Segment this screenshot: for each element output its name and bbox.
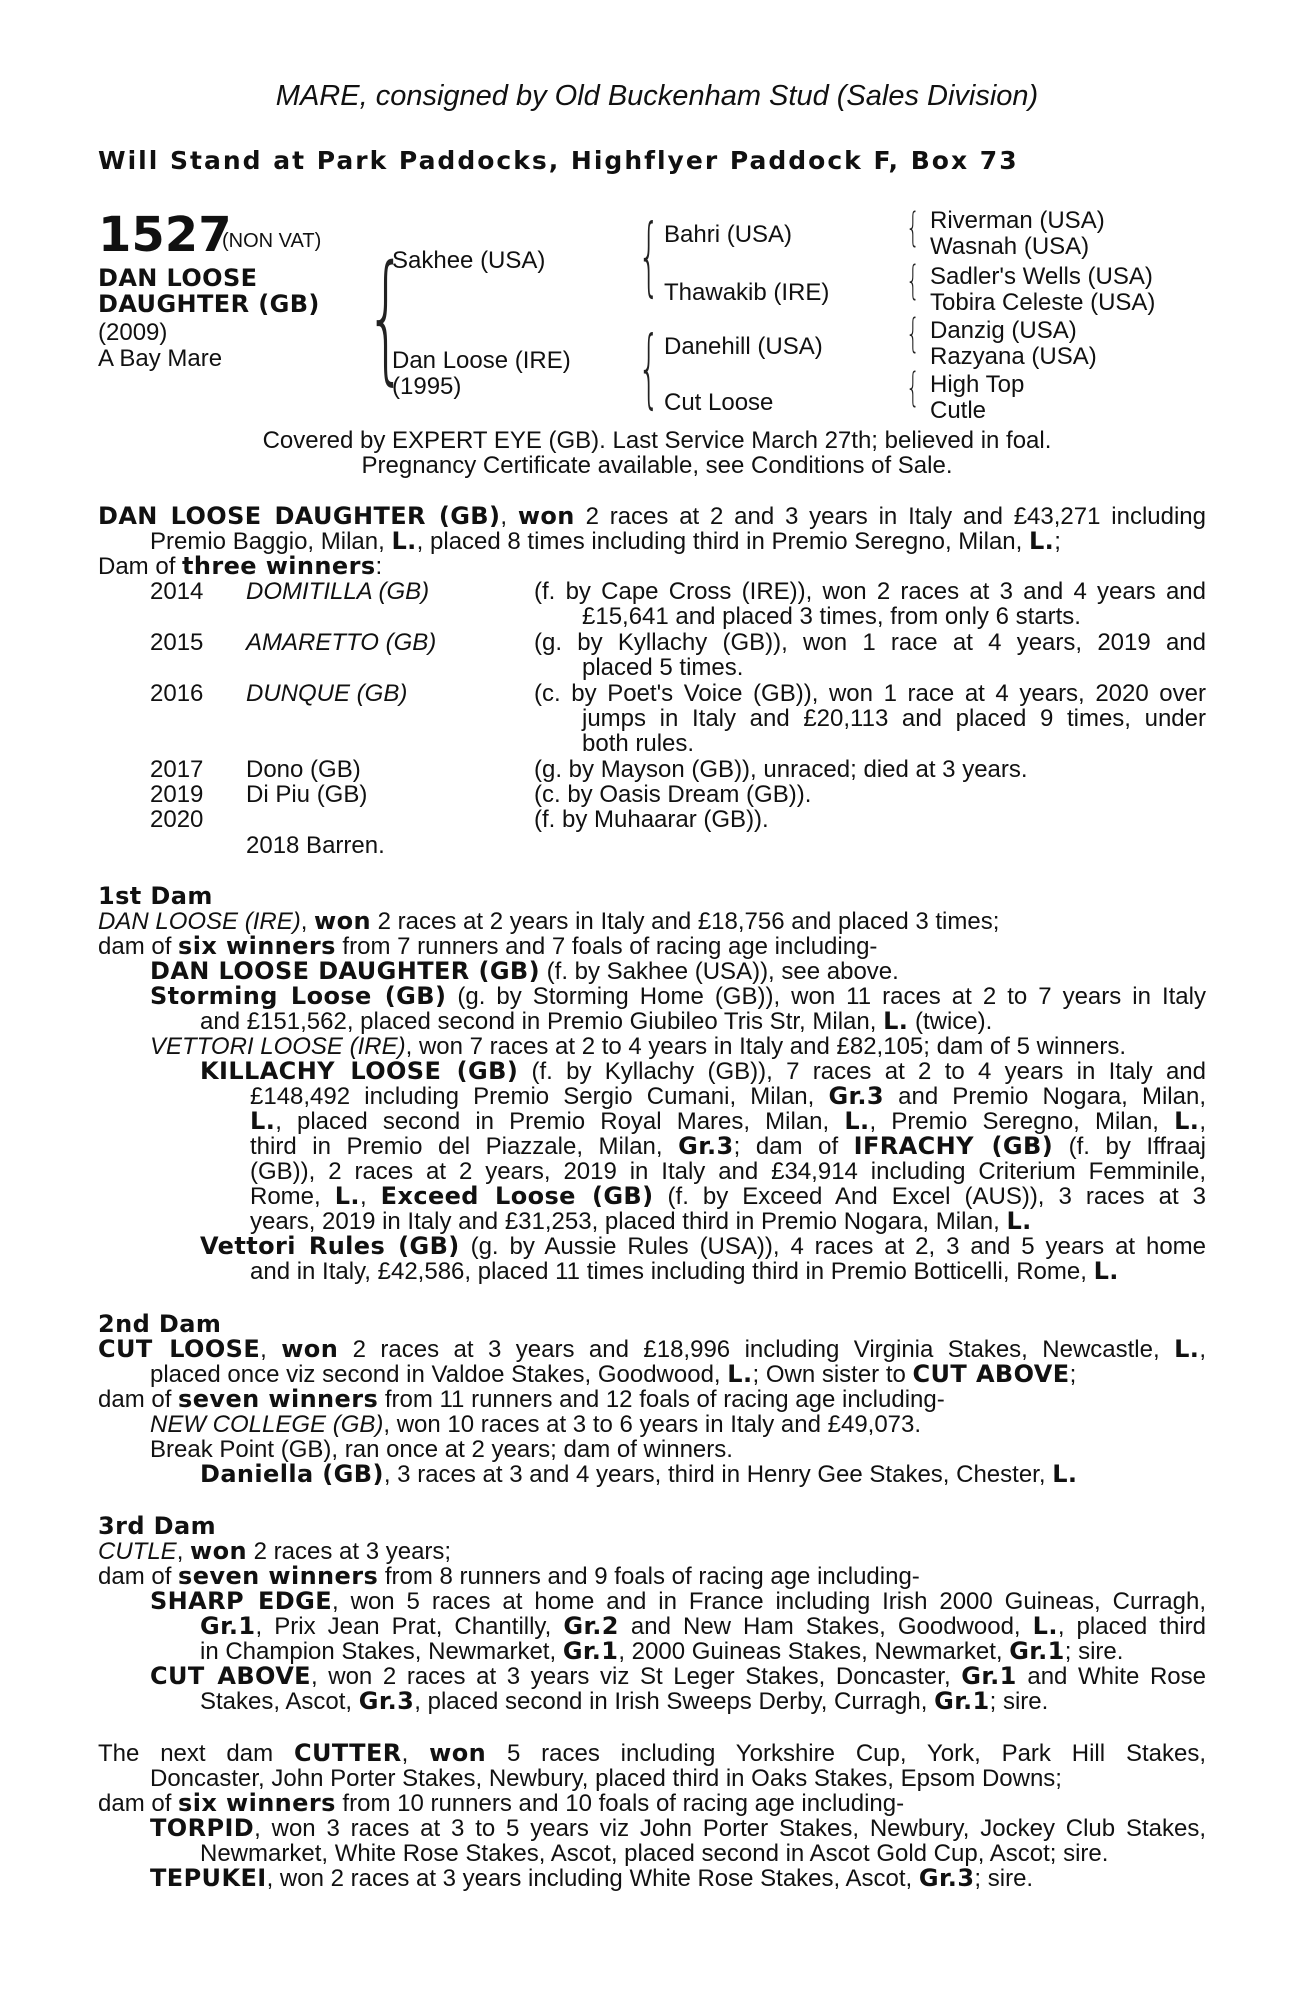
dam1-line — [250, 1209, 1032, 1234]
listed-tag: L. — [1093, 1257, 1119, 1285]
dam3-line — [200, 1689, 1048, 1714]
produce-year: 2015 — [150, 629, 204, 656]
horse-name: NEW COLLEGE (GB) — [150, 1411, 384, 1438]
lot-description: A Bay Mare — [98, 345, 223, 372]
dam1-line — [200, 1059, 1206, 1084]
seg: , placed third — [1057, 1613, 1206, 1640]
dam1-line — [150, 959, 899, 984]
group-tag: Gr.3 — [828, 1082, 884, 1110]
seg: , — [300, 908, 315, 935]
won-label: won — [190, 1537, 247, 1565]
lot-name-line1: DAN LOOSE — [98, 264, 258, 292]
winners-count: six winners — [178, 932, 336, 960]
pedigree-sdd: Tobira Celeste (USA) — [930, 289, 1156, 316]
covered-line-2: Pregnancy Certificate available, see Conditions of Sale. — [361, 452, 953, 479]
seg: , Premio Seregno, Milan, — [869, 1108, 1175, 1135]
horse-name: CUTLE — [98, 1538, 177, 1565]
seg: (f. by Kyllachy (GB)), 7 races at 2 to 4 years in Italy and — [518, 1058, 1206, 1085]
horse-name: CUT ABOVE — [912, 1360, 1070, 1388]
nextdam-line — [150, 1816, 1206, 1841]
produce-detail: placed 5 times. — [582, 654, 744, 681]
group-tag: Gr.2 — [563, 1612, 619, 1640]
section-heading: 1st Dam — [98, 882, 213, 910]
produce-year: 2020 — [150, 806, 204, 833]
pedigree-sds: Sadler's Wells (USA) — [930, 263, 1153, 290]
seg: The next dam — [98, 1740, 294, 1767]
horse-name: SHARP EDGE — [150, 1587, 333, 1615]
horse-name: VETTORI LOOSE (IRE) — [150, 1033, 406, 1060]
seg: , — [176, 1538, 191, 1565]
seg: , — [1199, 1336, 1206, 1363]
dam1-line — [200, 1234, 1206, 1259]
pedigree-brace-1: { — [366, 236, 407, 399]
seg: , placed 8 times including third in Premio Seregno, Milan, — [416, 528, 1029, 555]
page-title: MARE, consigned by Old Buckenham Stud (Sales Division) — [275, 80, 1039, 112]
seg: Rome, — [250, 1183, 335, 1210]
seg: and £151,562, placed second in Premio Giubileo Tris Str, Milan, — [200, 1008, 884, 1035]
group-tag: Gr.1 — [200, 1612, 256, 1640]
produce-name: Di Piu (GB) — [246, 781, 368, 808]
seg: , won 5 races at home and in France including Irish 2000 Guineas, Curragh, — [332, 1588, 1207, 1615]
horse-name: TEPUKEI — [150, 1864, 267, 1892]
seg: ; sire. — [974, 1865, 1034, 1892]
horse-name: DAN LOOSE DAUGHTER (GB) — [150, 957, 540, 985]
pedigree-dam-sire: Danehill (USA) — [664, 333, 823, 360]
seg: (g. by Aussie Rules (USA)), 4 races at 2, 3 and 5 years at home — [459, 1233, 1207, 1260]
seg: , won 10 races at 3 to 6 years in Italy and £49,073. — [383, 1411, 922, 1438]
pedigree-sss: Riverman (USA) — [930, 207, 1105, 234]
dam2-line — [98, 1387, 945, 1412]
dam1-line — [150, 984, 1206, 1009]
dam3-line — [150, 1589, 1206, 1614]
dam3-line — [98, 1539, 451, 1564]
seg: , won 3 races at 3 to 5 years viz John Porter Stakes, Newbury, Jockey Club Stakes, — [254, 1815, 1206, 1842]
produce-detail: both rules. — [582, 730, 695, 757]
seg: ; dam of — [733, 1133, 854, 1160]
listed-tag: L. — [844, 1107, 870, 1135]
dam3-line — [200, 1614, 1206, 1639]
seg: Stakes, Ascot, — [200, 1688, 359, 1715]
seg: 2 races at 3 years; — [246, 1538, 452, 1565]
seg: , 3 races at 3 and 4 years, third in Henry Gee Stakes, Chester, — [383, 1461, 1053, 1488]
listed-tag: L. — [1006, 1207, 1032, 1235]
seg: (f. by Iffraaj — [1053, 1133, 1207, 1160]
listed-tag: L. — [1174, 1335, 1200, 1363]
listed-tag: L. — [250, 1107, 276, 1135]
seg: £148,492 including Premio Sergio Cumani, Milan, — [250, 1083, 829, 1110]
listed-tag: L. — [334, 1182, 360, 1210]
seg: from 7 runners and 7 foals of racing age including- — [335, 933, 878, 960]
seg: , won 7 races at 2 to 4 years in Italy and £82,105; dam of 5 winners. — [405, 1033, 1127, 1060]
seg: , — [359, 1183, 381, 1210]
produce-year: 2017 — [150, 756, 204, 783]
dam1-line — [250, 1134, 1206, 1159]
seg: (GB)), 2 races at 2 years, 2019 in Italy and £34,914 including Criterium Femminile, — [250, 1158, 1206, 1185]
dam1-line — [98, 934, 877, 959]
winners-count: seven winners — [178, 1385, 379, 1413]
listed-tag: L. — [727, 1360, 753, 1388]
nextdam-line — [98, 1791, 904, 1816]
seg: dam of — [98, 1386, 179, 1413]
group-tag: Gr.3 — [678, 1132, 734, 1160]
listed-tag: L. — [1174, 1107, 1200, 1135]
seg: Premio Baggio, Milan, — [150, 528, 392, 555]
covered-line-1: Covered by EXPERT EYE (GB). Last Service March 27th; believed in foal. — [262, 427, 1052, 454]
seg: ; Own sister to — [752, 1361, 913, 1388]
horse-name: CUT ABOVE — [150, 1662, 311, 1690]
produce-detail: (c. by Poet's Voice (GB)), won 1 race at 4 years, 2020 over — [534, 680, 1206, 707]
pedigree-sire: Sakhee (USA) — [392, 247, 546, 274]
horse-name: Storming Loose (GB) — [150, 982, 447, 1010]
dam1-line — [250, 1259, 1119, 1284]
dam2-line — [150, 1412, 921, 1437]
horse-name: Daniella (GB) — [200, 1460, 384, 1488]
produce-detail: jumps in Italy and £20,113 and placed 9 times, under — [582, 705, 1206, 732]
winners-count: three winners — [182, 552, 376, 580]
section-heading: 2nd Dam — [98, 1310, 222, 1338]
listed-tag: L. — [883, 1007, 909, 1035]
section-heading: 3rd Dam — [98, 1512, 216, 1540]
seg: years, 2019 in Italy and £31,253, placed third in Premio Nogara, Milan, — [250, 1208, 1007, 1235]
location-line: Will Stand at Park Paddocks, Highflyer Paddock F, Box 73 — [98, 146, 1019, 175]
seg: and New Ham Stakes, Goodwood, — [618, 1613, 1033, 1640]
horse-name: Exceed Loose (GB) — [380, 1182, 654, 1210]
horse-name: KILLACHY LOOSE (GB) — [200, 1057, 519, 1085]
seg: : — [375, 553, 383, 580]
mare-name: DAN LOOSE DAUGHTER (GB) — [98, 502, 501, 530]
mare-dam-of — [98, 554, 382, 579]
horse-name: IFRACHY (GB) — [853, 1132, 1054, 1160]
produce-name: AMARETTO (GB) — [246, 629, 437, 656]
pedigree-sire-sire: Bahri (USA) — [664, 221, 793, 248]
seg: , placed second in Irish Sweeps Derby, Curragh, — [414, 1688, 935, 1715]
produce-detail: (f. by Cape Cross (IRE)), won 2 races at 3 and 4 years and — [534, 578, 1206, 605]
seg: Dam of — [98, 553, 183, 580]
produce-year: 2014 — [150, 578, 204, 605]
seg: ; sire. — [989, 1688, 1049, 1715]
pedigree-ssd: Wasnah (USA) — [930, 233, 1090, 260]
pedigree-dam: Dan Loose (IRE) — [392, 347, 571, 374]
dam1-line — [250, 1084, 1206, 1109]
group-tag: Gr.3 — [918, 1864, 975, 1892]
pedigree-brace-3b: { — [906, 258, 920, 304]
seg: in Champion Stakes, Newmarket, — [200, 1638, 563, 1665]
seg: from 8 runners and 9 foals of racing age including- — [378, 1563, 920, 1590]
pedigree-sire-dam: Thawakib (IRE) — [664, 279, 830, 306]
pedigree-brace-3c: { — [906, 311, 920, 357]
produce-name: Dono (GB) — [246, 756, 361, 783]
seg: from 11 runners and 12 foals of racing age including- — [378, 1386, 945, 1413]
group-tag: Gr.1 — [934, 1687, 990, 1715]
seg: and in Italy, £42,586, placed 11 times including third in Premio Botticelli, Rome, — [250, 1258, 1094, 1285]
produce-name: DUNQUE (GB) — [246, 680, 408, 707]
seg: placed once viz second in Valdoe Stakes, Goodwood, — [150, 1361, 728, 1388]
group-tag: Gr.3 — [358, 1687, 415, 1715]
dam2-line — [98, 1337, 1206, 1362]
seg: dam of — [98, 1790, 179, 1817]
barren-note: 2018 Barren. — [246, 832, 385, 859]
pedigree-brace-3a: { — [906, 205, 920, 251]
pedigree-dss: Danzig (USA) — [930, 317, 1077, 344]
seg: dam of — [98, 1563, 179, 1590]
horse-name: CUTTER — [293, 1739, 402, 1767]
dam3-line — [200, 1639, 1123, 1664]
pedigree-brace-2a: { — [638, 206, 660, 306]
dam1-line — [150, 1034, 1126, 1059]
dam1-line — [98, 909, 999, 934]
group-tag: Gr.1 — [1009, 1637, 1065, 1665]
seg: ; sire. — [1064, 1638, 1124, 1665]
mare-line-1-rest: 2 races at 2 and 3 years in Italy and £43,271 including — [585, 503, 1206, 530]
listed-tag: L. — [1052, 1460, 1078, 1488]
listed-tag: L. — [1028, 527, 1055, 555]
dam2-line: Break Point (GB), ran once at 2 years; dam of winners. — [150, 1436, 733, 1463]
seg: 5 races including Yorkshire Cup, York, Park Hill Stakes, — [486, 1740, 1206, 1767]
group-tag: Gr.1 — [562, 1637, 619, 1665]
mare-line-1: DAN LOOSE DAUGHTER (GB), won 2 races at 2 and 3 years in Italy and £43,271 including — [98, 502, 1206, 530]
seg: , — [1199, 1108, 1206, 1135]
seg: ; — [1069, 1361, 1077, 1388]
produce-year: 2019 — [150, 781, 204, 808]
seg: (twice). — [908, 1008, 993, 1035]
horse-name: TORPID — [150, 1814, 255, 1842]
horse-name: Vettori Rules (GB) — [200, 1232, 460, 1260]
pedigree-brace-3d: { — [906, 365, 920, 411]
winners-count: six winners — [178, 1789, 336, 1817]
lot-number: 1527 — [98, 207, 232, 263]
seg: 2 races at 3 years and £18,996 including Virginia Stakes, Newcastle, — [338, 1336, 1175, 1363]
produce-year: 2016 — [150, 680, 204, 707]
nextdam-line — [150, 1866, 1033, 1891]
seg: , — [401, 1740, 430, 1767]
seg: from 10 runners and 10 foals of racing age including- — [335, 1790, 905, 1817]
nextdam-line — [98, 1741, 1206, 1766]
horse-name: CUT LOOSE — [98, 1335, 261, 1363]
won-label: won — [314, 907, 371, 935]
produce-name: DOMITILLA (GB) — [246, 578, 430, 605]
mare-won: won — [517, 502, 575, 530]
seg: 2 races at 2 years in Italy and £18,756 and placed 3 times; — [371, 908, 1000, 935]
dam3-line — [98, 1564, 920, 1589]
pedigree-ddd: Cutle — [930, 397, 987, 424]
seg: (f. by Sakhee (USA)), see above. — [539, 958, 899, 985]
seg: third in Premio del Piazzale, Milan, — [250, 1133, 679, 1160]
lot-name-line2: DAUGHTER (GB) — [98, 290, 320, 318]
won-label: won — [281, 1335, 339, 1363]
horse-name: DAN LOOSE (IRE) — [98, 908, 301, 935]
won-label: won — [429, 1739, 487, 1767]
nextdam-line: Newmarket, White Rose Stakes, Ascot, placed second in Ascot Gold Cup, Ascot; sire. — [200, 1840, 1109, 1867]
listed-tag: L. — [391, 527, 417, 555]
produce-detail: (g. by Kyllachy (GB)), won 1 race at 4 years, 2019 and — [534, 629, 1206, 656]
produce-detail: (f. by Muhaarar (GB)). — [534, 806, 769, 833]
seg: , — [260, 1336, 282, 1363]
pedigree-dds: High Top — [930, 371, 1025, 398]
seg: , 2000 Guineas Stakes, Newmarket, — [618, 1638, 1010, 1665]
produce-detail: £15,641 and placed 3 times, from only 6 starts. — [582, 603, 1081, 630]
produce-detail: (c. by Oasis Dream (GB)). — [534, 781, 812, 808]
vat-status: (NON VAT) — [222, 230, 322, 252]
pedigree-dsd: Razyana (USA) — [930, 343, 1097, 370]
group-tag: Gr.1 — [961, 1662, 1017, 1690]
seg: (g. by Storming Home (GB)), won 11 races at 2 to 7 years in Italy — [446, 983, 1206, 1010]
pedigree-brace-2b: { — [638, 318, 660, 418]
dam2-line — [150, 1362, 1076, 1387]
seg: (f. by Exceed And Excel (AUS)), 3 races at 3 — [653, 1183, 1207, 1210]
dam1-line — [250, 1184, 1206, 1209]
seg: , Prix Jean Prat, Chantilly, — [255, 1613, 564, 1640]
pedigree-dam-year: (1995) — [392, 373, 462, 400]
winners-count: seven winners — [178, 1562, 379, 1590]
seg: , won 2 races at 3 years viz St Leger Stakes, Doncaster, — [310, 1663, 962, 1690]
dam1-line — [250, 1109, 1206, 1134]
mare-line-2 — [150, 529, 1061, 554]
nextdam-line: Doncaster, John Porter Stakes, Newbury, placed third in Oaks Stakes, Epsom Downs; — [150, 1765, 1062, 1792]
seg: and White Rose — [1016, 1663, 1206, 1690]
seg: and Premio Nogara, Milan, — [883, 1083, 1207, 1110]
seg: ; — [1054, 528, 1061, 555]
dam1-line — [200, 1009, 992, 1034]
seg: , placed second in Premio Royal Mares, Milan, — [275, 1108, 845, 1135]
lot-year: (2009) — [98, 319, 168, 346]
dam3-line — [150, 1664, 1206, 1689]
seg: dam of — [98, 933, 179, 960]
listed-tag: L. — [1032, 1612, 1058, 1640]
produce-detail: (g. by Mayson (GB)), unraced; died at 3 years. — [534, 756, 1028, 783]
seg: , won 2 races at 3 years including White Rose Stakes, Ascot, — [266, 1865, 919, 1892]
pedigree-dam-dam: Cut Loose — [664, 389, 774, 416]
dam2-line — [200, 1462, 1077, 1487]
dam1-line — [250, 1159, 1206, 1184]
